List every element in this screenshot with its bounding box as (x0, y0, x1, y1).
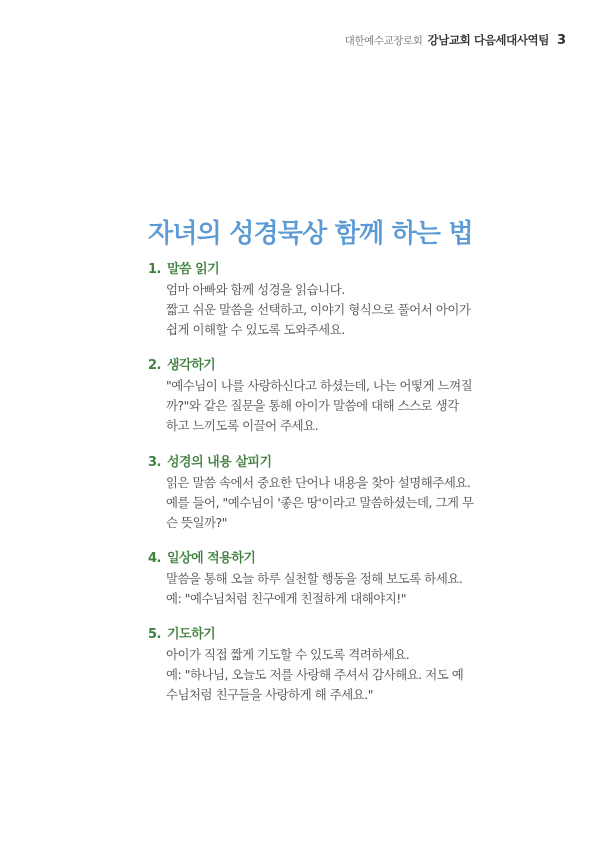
step-heading (148, 451, 548, 470)
step-line: 쉽게 이해할 수 있도록 도와주세요. (166, 322, 345, 338)
step-title: 말씀 읽기 (166, 262, 220, 277)
step-title: 성경의 내용 살피기 (166, 454, 272, 470)
denomination-label: 대한예수교장로회 (344, 35, 423, 47)
list-item (148, 354, 548, 436)
list-item (148, 258, 548, 340)
step-title: 생각하기 (166, 358, 216, 374)
step-body (166, 473, 548, 533)
step-heading (148, 547, 548, 566)
step-body (166, 645, 548, 705)
step-number: 3. (148, 454, 161, 470)
step-number: 4. (148, 550, 161, 566)
step-body (166, 376, 548, 436)
step-line: 슨 뜻일까?" (166, 514, 227, 530)
page-header (345, 32, 566, 48)
list-item (148, 547, 548, 609)
page-title: 자녀의 성경묵상 함께 하는 법 (148, 219, 473, 250)
step-number: 1. (148, 262, 161, 277)
step-line: 읽은 말씀 속에서 중요한 단어나 내용을 찾아 설명해주세요. (166, 474, 471, 490)
list-item (148, 623, 548, 705)
step-line: 수님처럼 친구들을 사랑하게 해 주세요." (166, 687, 374, 703)
step-heading (148, 354, 548, 373)
step-heading (148, 258, 548, 277)
list-item (148, 451, 548, 533)
step-line: 말씀을 통해 오늘 하루 실천할 행동을 정해 보도록 하세요. (166, 570, 463, 586)
step-line: 예를 들어, "예수님이 '좋은 땅'이라고 말씀하셨는데, 그게 무 (166, 494, 474, 510)
step-line: 엄마 아빠와 함께 성경을 읽습니다. (166, 282, 345, 297)
step-line: "예수님이 나를 사랑하신다고 하셨는데, 나는 어떻게 느껴질 (166, 378, 473, 394)
step-line: 짧고 쉬운 말씀을 선택하고, 이야기 형식으로 풀어서 아이가 (166, 302, 471, 318)
steps-list (148, 258, 548, 719)
step-title: 일상에 적용하기 (166, 550, 256, 566)
step-heading (148, 623, 548, 642)
step-line: 예: "하나님, 오늘도 저를 사랑해 주셔서 감사해요. 저도 예 (166, 667, 464, 683)
step-number: 5. (148, 627, 161, 643)
step-title: 기도하기 (166, 627, 216, 643)
page-number: 3 (556, 33, 566, 48)
church-name-label: 강남교회 다음세대사역팀 (427, 33, 549, 47)
step-number: 2. (148, 358, 161, 374)
step-body (166, 569, 548, 609)
step-body (166, 280, 548, 340)
step-line: 예: "예수님처럼 친구에게 친절하게 대해야지!" (166, 590, 407, 606)
step-line: 아이가 직접 짧게 기도할 수 있도록 격려하세요. (166, 647, 410, 663)
step-line: 까?"와 같은 질문을 통해 아이가 말씀에 대해 스스로 생각 (166, 398, 459, 414)
step-line: 하고 느끼도록 이끌어 주세요. (166, 418, 319, 434)
